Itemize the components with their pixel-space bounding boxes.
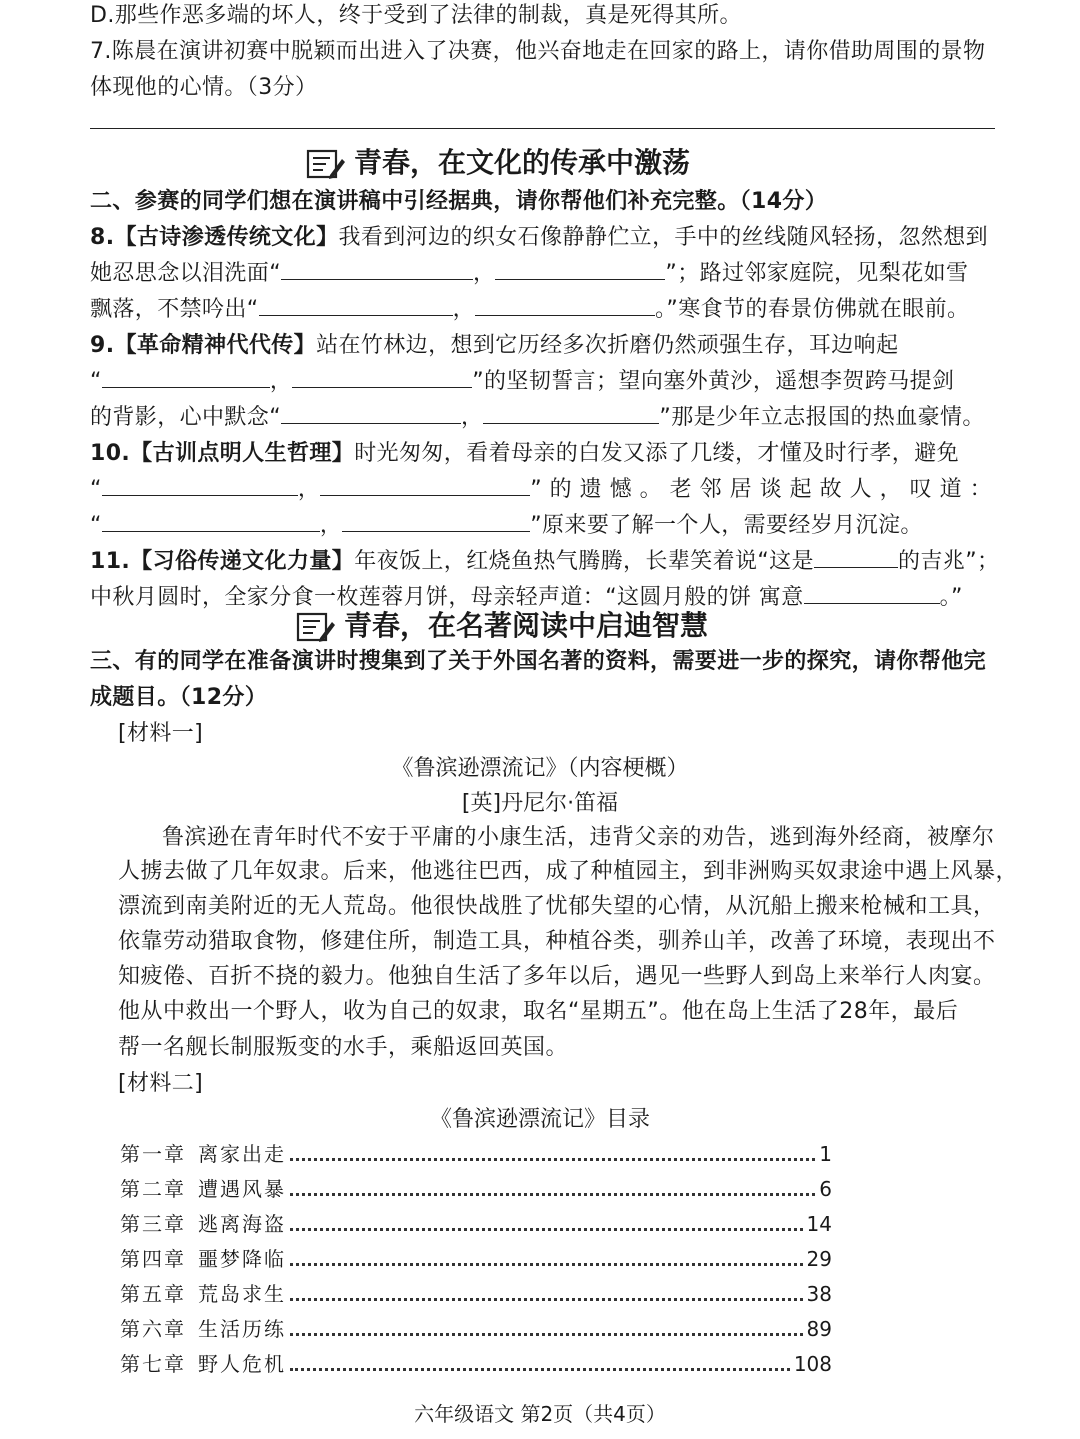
q9-blank-3[interactable]	[281, 403, 461, 424]
toc-chapter-name: 荒岛求生	[198, 1282, 286, 1306]
q11-blank-1[interactable]	[814, 547, 898, 568]
q9-comma-1: ，	[269, 369, 293, 394]
material-1-label: [材料一]	[118, 721, 204, 746]
summary-line: 他从中救出一个野人，收为自己的奴隶，取名“星期五”。他在岛上生活了28年，最后	[118, 999, 959, 1024]
toc-row	[120, 1208, 832, 1240]
toc-page-number: 38	[806, 1282, 832, 1306]
toc-row	[120, 1348, 832, 1380]
q8-line-3-lead: 飘落，不禁吟出“	[90, 297, 259, 322]
q9-blank-4[interactable]	[483, 403, 659, 424]
page-footer: 六年级语文 第2页（共4页）	[414, 1402, 666, 1426]
toc-chapter: 第五章	[120, 1282, 186, 1306]
q8-comma-1: ，	[473, 261, 496, 286]
q9-line-2-tail: ”的坚韧誓言；望向塞外黄沙，遥想李贺跨马提剑	[472, 369, 955, 394]
q10-blank-4[interactable]	[342, 511, 530, 532]
toc-chapter-name: 噩梦降临	[198, 1247, 286, 1271]
toc-leader-dots	[290, 1332, 803, 1336]
toc-chapter: 第三章	[120, 1212, 186, 1236]
summary-line: 鲁滨逊在青年时代不安于平庸的小康生活，违背父亲的劝告，逃到海外经商，被摩尔	[162, 825, 995, 850]
section-3-intro-2: 成题目。（12分）	[90, 685, 268, 710]
summary-line: 帮一名舰长制服叛变的水手，乘船返回英国。	[118, 1035, 569, 1060]
toc-row	[120, 1278, 832, 1310]
section-3-intro-1: 三、有的同学在准备演讲时搜集到了关于外国名著的资料，需要进一步的探究，请你帮他完	[90, 649, 987, 674]
q9-tag: 9.【革命精神代代传】	[90, 333, 317, 358]
q8-line-2-tail: ”；路过邻家庭院，见梨花如雪	[665, 261, 969, 286]
toc-page-number: 1	[819, 1142, 832, 1166]
q9-comma-2: ，	[461, 405, 484, 430]
summary-line: 漂流到南美附近的无人荒岛。他很快战胜了忧郁失望的心情，从沉船上搬来枪械和工具，	[118, 894, 996, 919]
toc-chapter: 第一章	[120, 1142, 186, 1166]
toc-chapter-name: 离家出走	[198, 1142, 286, 1166]
toc-leader-dots	[290, 1262, 803, 1266]
q9-line-2-lead: “	[90, 369, 102, 394]
q8-text: 我看到河边的织女石像静静伫立，手中的丝线随风轻扬，忽然想到	[338, 225, 989, 250]
notebook-pencil-icon	[306, 147, 346, 181]
material-2-label: [材料二]	[118, 1071, 204, 1096]
toc-page-number: 14	[806, 1212, 832, 1236]
q9-blank-2[interactable]	[292, 367, 472, 388]
toc-row	[120, 1173, 832, 1205]
notebook-pencil-icon	[296, 610, 336, 644]
q8-blank-1[interactable]	[281, 259, 473, 280]
q7-line-1: 7.陈晨在演讲初赛中脱颖而出进入了决赛，他兴奋地走在回家的路上，请你借助周围的景物	[90, 39, 986, 64]
q9-line-1	[90, 330, 898, 362]
q10-line-2-lead: “	[90, 477, 102, 502]
summary-line: 依靠劳动猎取食物，修建住所，制造工具，种植谷类，驯养山羊，改善了环境，表现出不	[118, 929, 996, 954]
toc-page-number: 6	[819, 1177, 832, 1201]
q10-line-3-tail: ”原来要了解一个人，需要经岁月沉淀。	[530, 513, 923, 538]
q11-line-2-tail: 。”	[939, 585, 963, 610]
q7-answer-line[interactable]	[90, 128, 995, 129]
section-3-title	[296, 606, 708, 646]
q8-blank-2[interactable]	[495, 259, 665, 280]
q6-option-d: D.那些作恶多端的坏人，终于受到了法律的制裁，真是死得其所。	[90, 3, 742, 28]
toc-title: 《鲁滨逊漂流记》目录	[429, 1107, 650, 1132]
toc-leader-dots	[290, 1157, 815, 1161]
toc-chapter-name: 野人危机	[198, 1352, 286, 1376]
q10-comma-2: ，	[319, 513, 343, 538]
summary-line: 知疲倦、百折不挠的毅力。他独自生活了多年以后，遇见一些野人到岛上来举行人肉宴。	[118, 964, 996, 989]
q11-blank-2[interactable]	[804, 583, 940, 604]
q8-blank-4[interactable]	[475, 295, 655, 316]
toc-leader-dots	[290, 1367, 790, 1371]
q11-text: 年夜饭上，红烧鱼热气腾腾，长辈笑着说“这是	[354, 549, 814, 574]
section-2-intro: 二、参赛的同学们想在演讲稿中引经据典，请你帮他们补充完整。（14分）	[90, 189, 828, 214]
q8-tag: 8.【古诗渗透传统文化】	[90, 225, 339, 250]
q10-line-3-lead: “	[90, 513, 102, 538]
toc-row	[120, 1138, 832, 1170]
q10-text: 时光匆匆，看着母亲的白发又添了几缕，才懂及时行孝，避免	[354, 441, 959, 466]
toc-leader-dots	[290, 1227, 803, 1231]
q9-line-2	[90, 366, 954, 398]
q11-tag: 11.【习俗传递文化力量】	[90, 549, 355, 574]
q10-line-3	[90, 510, 923, 542]
summary-line: 人掳去做了几年奴隶。后来，他逃往巴西，成了种植园主，到非洲购买奴隶途中遇上风暴，	[118, 859, 1019, 884]
q9-line-3-tail: ”那是少年立志报国的热血豪情。	[659, 405, 985, 430]
toc-page-number: 89	[806, 1317, 832, 1341]
q8-line-1	[90, 222, 988, 254]
q8-line-2-lead: 她忍思念以泪洗面“	[90, 261, 281, 286]
q9-line-3-lead: 的背影，心中默念“	[90, 405, 281, 430]
q10-tag: 10.【古训点明人生哲理】	[90, 441, 355, 466]
toc-chapter: 第四章	[120, 1247, 186, 1271]
q10-line-2-tail: ”的遗憾。老邻居谈起故人，叹道：	[530, 477, 1000, 502]
q10-blank-2[interactable]	[320, 475, 530, 496]
q8-line-3-tail: 。”寒食节的春景仿佛就在眼前。	[655, 297, 970, 322]
toc-chapter: 第七章	[120, 1352, 186, 1376]
toc-page-number: 108	[793, 1352, 832, 1376]
q11-line-2-text: 中秋月圆时，全家分食一枚莲蓉月饼，母亲轻声道：“这圆月般的饼 寓意	[90, 585, 804, 610]
q8-comma-2: ，	[452, 297, 476, 322]
toc-chapter-name: 遭遇风暴	[198, 1177, 286, 1201]
toc-chapter-name: 逃离海盗	[198, 1212, 286, 1236]
q10-line-1	[90, 438, 959, 470]
material-1-title: 《鲁滨逊漂流记》（内容梗概）	[391, 756, 689, 781]
q11-line-1	[90, 546, 999, 578]
q10-line-2	[90, 474, 1000, 506]
q7-line-2: 体现他的心情。（3分）	[90, 75, 318, 100]
material-1-author: [英]丹尼尔·笛福	[461, 791, 619, 816]
section-3-title-text: 青春，在名著阅读中启迪智慧	[344, 609, 709, 642]
q9-blank-1[interactable]	[102, 367, 270, 388]
section-2-title-text: 青春，在文化的传承中激荡	[354, 146, 691, 179]
q11-line-1-tail: 的吉兆”；	[898, 549, 1000, 574]
q9-text: 站在竹林边，想到它历经多次折磨仍然顽强生存，耳边响起	[316, 333, 899, 358]
toc-chapter: 第二章	[120, 1177, 186, 1201]
q8-line-2	[90, 258, 968, 290]
q10-blank-3[interactable]	[102, 511, 320, 532]
q10-blank-1[interactable]	[102, 475, 298, 496]
toc-leader-dots	[290, 1192, 815, 1196]
q10-comma-1: ，	[297, 477, 321, 502]
toc-row	[120, 1243, 832, 1275]
q9-line-3	[90, 402, 985, 434]
q8-blank-3[interactable]	[259, 295, 453, 316]
toc-row	[120, 1313, 832, 1345]
toc-chapter: 第六章	[120, 1317, 186, 1341]
section-2-title	[306, 143, 690, 183]
q8-line-3	[90, 294, 969, 326]
toc-page-number: 29	[806, 1247, 832, 1271]
toc-chapter-name: 生活历练	[198, 1317, 286, 1341]
toc-leader-dots	[290, 1297, 803, 1301]
